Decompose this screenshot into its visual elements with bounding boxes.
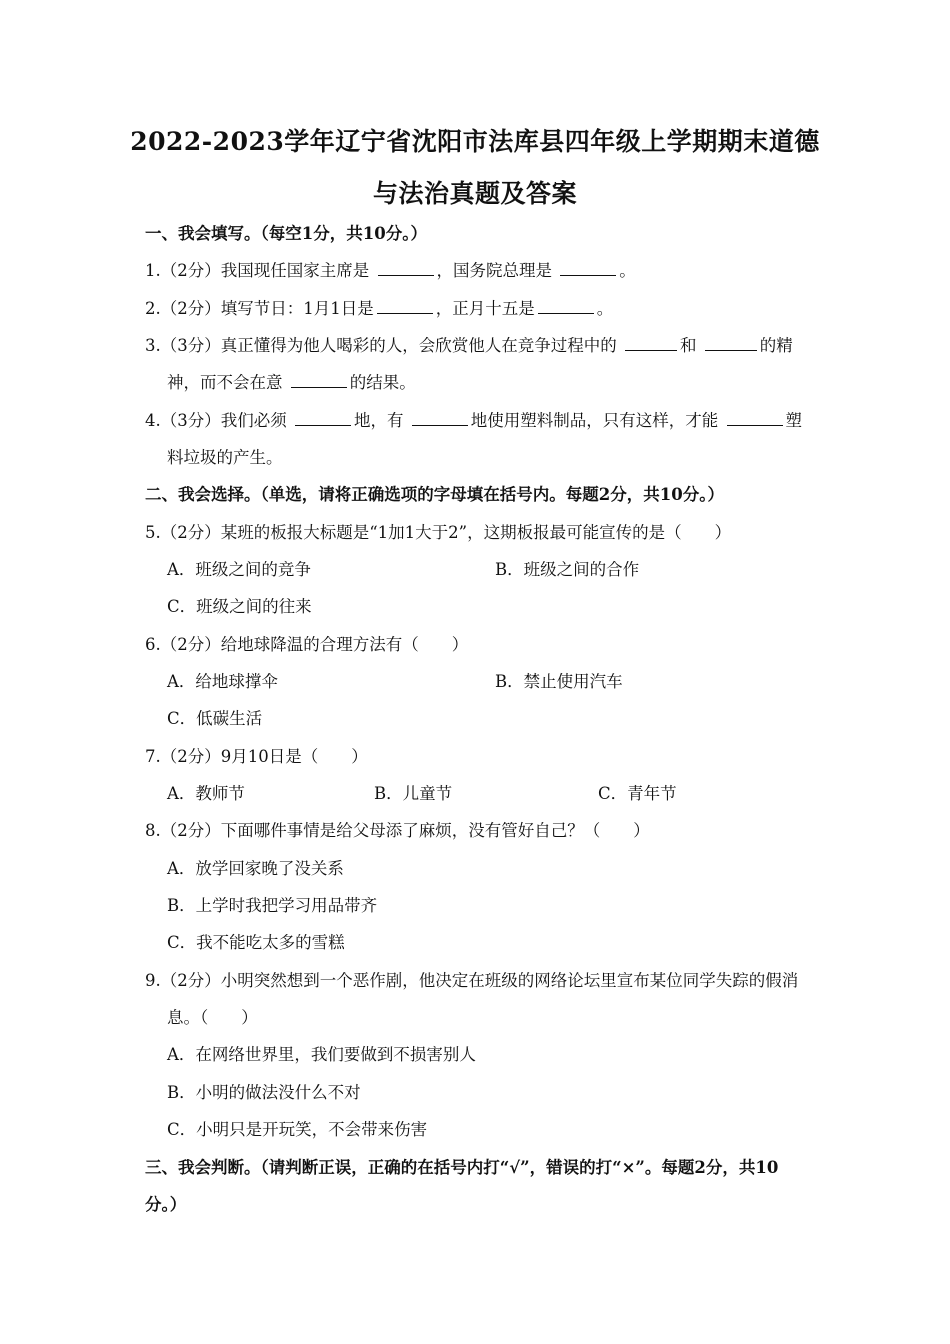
question-4-text-c: 地使用塑料制品，只有这样，才能 <box>470 411 724 430</box>
question-4-text-d: 塑 <box>785 411 802 430</box>
question-7-option-a[interactable]: A．教师节 <box>167 784 245 803</box>
answer-blank[interactable] <box>625 336 677 351</box>
question-2-text-a: 2.（2分）填写节日：1月1日是 <box>145 299 374 318</box>
question-2-text-c: 。 <box>596 299 614 318</box>
question-5-option-b[interactable]: B．班级之间的合作 <box>495 560 640 579</box>
section-3-heading-line-1: 三、我会判断。（请判断正误，正确的在括号内打“√”，错误的打“×”。每题2分，共10 <box>145 1158 779 1177</box>
document-title-line-2: 与法治真题及答案 <box>372 179 577 208</box>
question-1 <box>145 260 636 282</box>
answer-blank[interactable] <box>412 411 468 426</box>
question-7-stem: 7.（2分）9月10日是（ ） <box>145 747 368 766</box>
question-6-option-a[interactable]: A．给地球撑伞 <box>167 672 278 691</box>
question-1-text-c: 。 <box>619 261 636 280</box>
question-4-text-a: 4.（3分）我们必须 <box>145 411 292 430</box>
answer-blank[interactable] <box>295 411 351 426</box>
section-1-heading: 一、我会填写。（每空1分，共10分。） <box>145 224 427 243</box>
question-5-option-a[interactable]: A．班级之间的竞争 <box>167 560 311 579</box>
question-3-line-1 <box>145 335 793 357</box>
answer-blank[interactable] <box>705 336 757 351</box>
question-9-option-a[interactable]: A．在网络世界里，我们要做到不损害别人 <box>167 1045 476 1064</box>
question-9-option-b[interactable]: B．小明的做法没什么不对 <box>167 1083 361 1102</box>
question-3-text-a: 3.（3分）真正懂得为他人喝彩的人，会欣赏他人在竞争过程中的 <box>145 336 622 355</box>
question-3-line-2 <box>167 372 416 394</box>
question-2-text-b: ，正月十五是 <box>435 299 535 318</box>
question-8-stem: 8.（2分）下面哪件事情是给父母添了麻烦，没有管好自己？（ ） <box>145 821 650 840</box>
question-8-option-a[interactable]: A．放学回家晚了没关系 <box>167 859 344 878</box>
answer-blank[interactable] <box>538 299 594 314</box>
question-3-text-c: 的精 <box>759 336 793 355</box>
question-4-line-1 <box>145 410 802 432</box>
question-7-option-b[interactable]: B．儿童节 <box>374 784 453 803</box>
question-7-option-c[interactable]: C．青年节 <box>598 784 677 803</box>
question-1-text-b: ，国务院总理是 <box>436 261 558 280</box>
section-2-heading: 二、我会选择。（单选，请将正确选项的字母填在括号内。每题2分，共10分。） <box>145 485 724 504</box>
answer-blank[interactable] <box>377 299 433 314</box>
answer-blank[interactable] <box>727 411 783 426</box>
question-3-text-b: 和 <box>680 336 702 355</box>
question-6-option-c[interactable]: C．低碳生活 <box>167 709 263 728</box>
question-1-text-a: 1.（2分）我国现任国家主席是 <box>145 261 375 280</box>
question-4-text-b: 地，有 <box>354 411 409 430</box>
question-5-stem: 5.（2分）某班的板报大标题是“1加1大于2”，这期板报最可能宣传的是（ ） <box>145 523 732 542</box>
question-5-option-c[interactable]: C．班级之间的往来 <box>167 597 312 616</box>
question-6-stem: 6.（2分）给地球降温的合理方法有（ ） <box>145 635 469 654</box>
question-9-option-c[interactable]: C．小明只是开玩笑，不会带来伤害 <box>167 1120 428 1139</box>
answer-blank[interactable] <box>560 261 616 276</box>
question-3-text-d: 神，而不会在意 <box>167 373 288 392</box>
document-title-line-1: 2022-2023学年辽宁省沈阳市法库县四年级上学期期末道德 <box>130 127 820 156</box>
section-3-heading-line-2: 分。） <box>145 1195 187 1214</box>
question-9-stem-line-1: 9.（2分）小明突然想到一个恶作剧，他决定在班级的网络论坛里宣布某位同学失踪的假消 <box>145 971 799 990</box>
question-2 <box>145 298 613 320</box>
question-4-line-2: 料垃圾的产生。 <box>167 448 283 467</box>
question-8-option-b[interactable]: B．上学时我把学习用品带齐 <box>167 896 378 915</box>
answer-blank[interactable] <box>291 373 347 388</box>
answer-blank[interactable] <box>378 261 434 276</box>
question-6-option-b[interactable]: B．禁止使用汽车 <box>495 672 623 691</box>
question-3-text-e: 的结果。 <box>349 373 416 392</box>
question-9-stem-line-2: 息。（ ） <box>167 1008 258 1027</box>
question-8-option-c[interactable]: C．我不能吃太多的雪糕 <box>167 933 345 952</box>
